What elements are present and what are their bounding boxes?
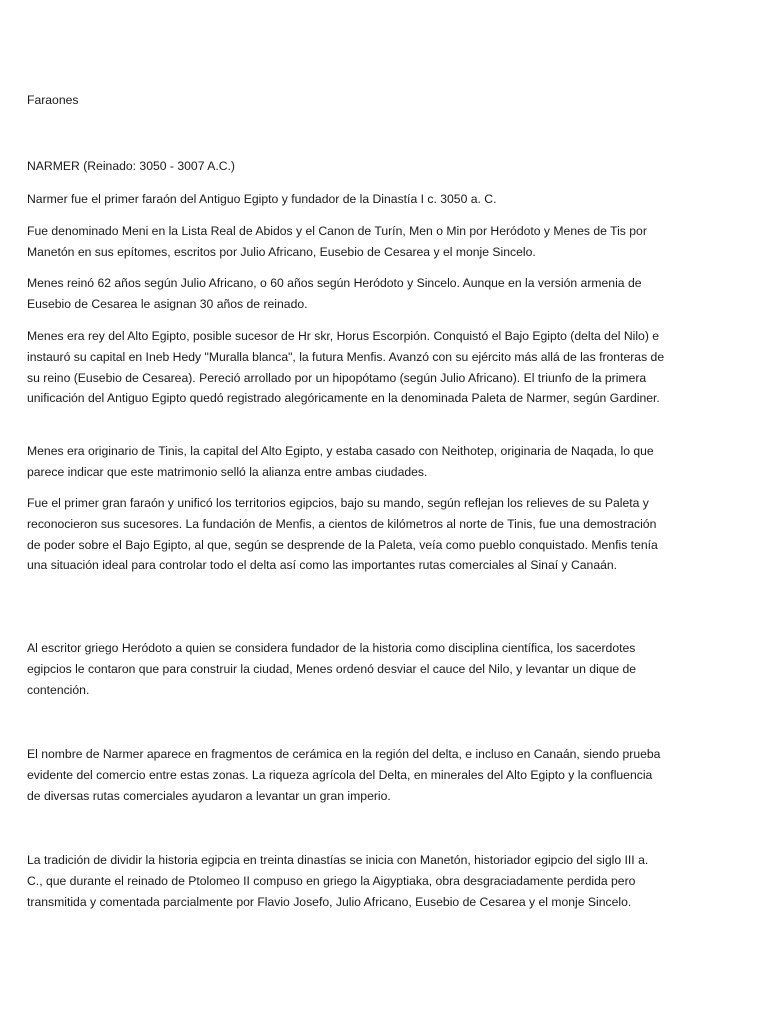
paragraph-7: Al escritor griego Heródoto a quien se considera fundador de la historia como disciplina científica, los sacerdotes egipcios le contaron que para construir la ciudad, Menes ordenó desviar el cauce del Nilo, y levantar un dique de contención. bbox=[27, 641, 637, 697]
paragraph-5: Menes era originario de Tinis, la capital del Alto Egipto, y estaba casado con Neithotep, originaria de Naqada, lo que parece indicar que este matrimonio selló la alianza entre ambas ciudades. bbox=[27, 444, 654, 479]
paragraph-9: La tradición de dividir la historia egipcia en treinta dinastías se inicia con Manetón, historiador egipcio del siglo III a. C., que durante el reinado de Ptolomeo II compuso en griego la Aigyptiaka, obra desgraciadamente perdida pero transmitida y comentada parcialmente por Flavio Josefo, Julio Africano, Eusebio de Cesarea y el monje Sincelo. bbox=[27, 853, 649, 909]
paragraph-4: Menes era rey del Alto Egipto, posible sucesor de Hr skr, Horus Escorpión. Conquistó el Bajo Egipto (delta del Nilo) e instauró su capital en Ineb Hedy "Muralla blanca", la futura Menfis. Avanzó con su ejército más allá de las fronteras de su reino (Eusebio de Cesarea). Pereció arrollado por un hipopótamo (según Julio Africano). El triunfo de la primera unificación del Antiguo Egipto quedó registrado alegóricamente en la denominada Paleta de Narmer, según Gardiner. bbox=[27, 329, 665, 406]
paragraph-6: Fue el primer gran faraón y unificó los territorios egipcios, bajo su mando, según reflejan los relieves de su Paleta y reconocieron sus sucesores. La fundación de Menfis, a cientos de kilómetros al norte de Tinis, fue una demostración de poder sobre el Bajo Egipto, al que, según se desprende de la Paleta, veía como pueblo conquistado. Menfis tenía una situación ideal para controlar todo el delta así como las importantes rutas comerciales al Sinaí y Canaán. bbox=[27, 496, 658, 573]
document-title: Faraones bbox=[27, 93, 79, 107]
paragraph-8: El nombre de Narmer aparece en fragmentos de cerámica en la región del delta, e incluso en Canaán, siendo prueba evidente del comercio entre estas zonas. La riqueza agrícola del Delta, en minerales del Alto Egipto y la confluencia de diversas rutas comerciales ayudaron a levantar un gran imperio. bbox=[27, 747, 661, 803]
section-heading: NARMER (Reinado: 3050 - 3007 A.C.) bbox=[27, 159, 235, 173]
paragraph-2: Fue denominado Meni en la Lista Real de Abidos y el Canon de Turín, Men o Min por Heródoto y Menes de Tis por Manetón en sus epítomes, escritos por Julio Africano, Eusebio de Cesarea y el monje Sincelo. bbox=[27, 224, 647, 259]
paragraph-1: Narmer fue el primer faraón del Antiguo Egipto y fundador de la Dinastía I c. 3050 a. C. bbox=[27, 192, 497, 206]
paragraph-3: Menes reinó 62 años según Julio Africano, o 60 años según Heródoto y Sincelo. Aunque en la versión armenia de Eusebio de Cesarea le asignan 30 años de reinado. bbox=[27, 276, 642, 311]
